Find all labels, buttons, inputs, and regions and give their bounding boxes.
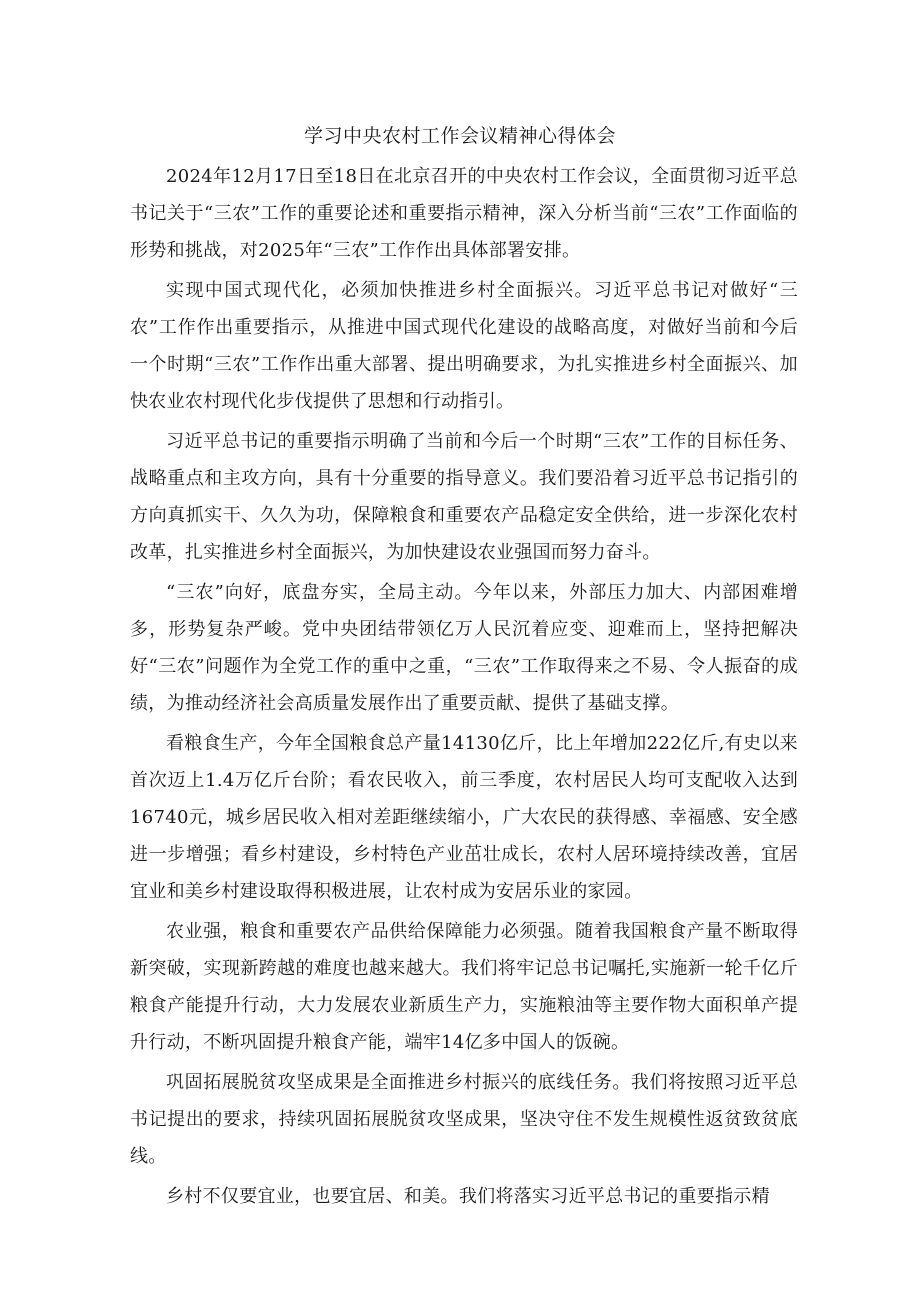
- paragraph: 乡村不仅要宜业，也要宜居、和美。我们将落实习近平总书记的重要指示精: [166, 1186, 770, 1207]
- paragraph: “三农”向好，底盘夯实，全局主动。今年以来，外部压力加大、内部困难增多，形势复杂严峻。党中央团结带领亿万人民沉着应变、迎难而上，坚持把解决好“三农”问题作为全党工作的重中之重，“三农”工作取得来之不易、令人振奋的成绩，为推动经济社会高质量发展作出了重要贡献、提供了基础支撑。: [130, 582, 798, 714]
- paragraph: 农业强，粮食和重要农产品供给保障能力必须强。随着我国粮食产量不断取得新突破，实现新跨越的难度也越来越大。我们将牢记总书记嘱托,实施新一轮千亿斤粮食产能提升行动，大力发展农业新质生产力，实施粮油等主要作物大面积单产提升行动，不断巩固提升粮食产能，端牢14亿多中国人的饭碗。: [130, 921, 798, 1053]
- paragraph: 习近平总书记的重要指示明确了当前和今后一个时期“三农”工作的目标任务、战略重点和主攻方向，具有十分重要的指导意义。我们要沿着习近平总书记指引的方向真抓实干、久久为功，保障粮食和重要农产品稳定安全供给，进一步深化农村改革，扎实推进乡村全面振兴，为加快建设农业强国而努力奋斗。: [130, 431, 798, 563]
- paragraph: 看粮食生产，今年全国粮食总产量14130亿斤，比上年增加222亿斤,有史以来首次迈上1.4万亿斤台阶；看农民收入，前三季度，农村居民人均可支配收入达到16740元，城乡居民收入相对差距继续缩小，广大农民的获得感、幸福感、安全感进一步增强；看乡村建设，乡村特色产业茁壮成长，农村人居环境持续改善，宜居宜业和美乡村建设取得积极进展，让农村成为安居乐业的家园。: [130, 733, 798, 902]
- document-title: 学习中央农村工作会议精神心得体会: [303, 125, 616, 147]
- paragraph: 巩固拓展脱贫攻坚成果是全面推进乡村振兴的底线任务。我们将按照习近平总书记提出的要求，持续巩固拓展脱贫攻坚成果，坚决守住不发生规模性返贫致贫底线。: [130, 1072, 798, 1167]
- paragraph: 2024年12月17日至18日在北京召开的中央农村工作会议，全面贯彻习近平总书记关于“三农”工作的重要论述和重要指示精神，深入分析当前“三农”工作面临的形势和挑战，对2025年“三农”工作作出具体部署安排。: [130, 166, 798, 261]
- document-body: [130, 158, 798, 1218]
- paragraph: 实现中国式现代化，必须加快推进乡村全面振兴。习近平总书记对做好“三农”工作作出重要指示，从推进中国式现代化建设的战略高度，对做好当前和今后一个时期“三农”工作作出重大部署、提出明确要求，为扎实推进乡村全面振兴、加快农业农村现代化步伐提供了思想和行动指引。: [130, 280, 798, 412]
